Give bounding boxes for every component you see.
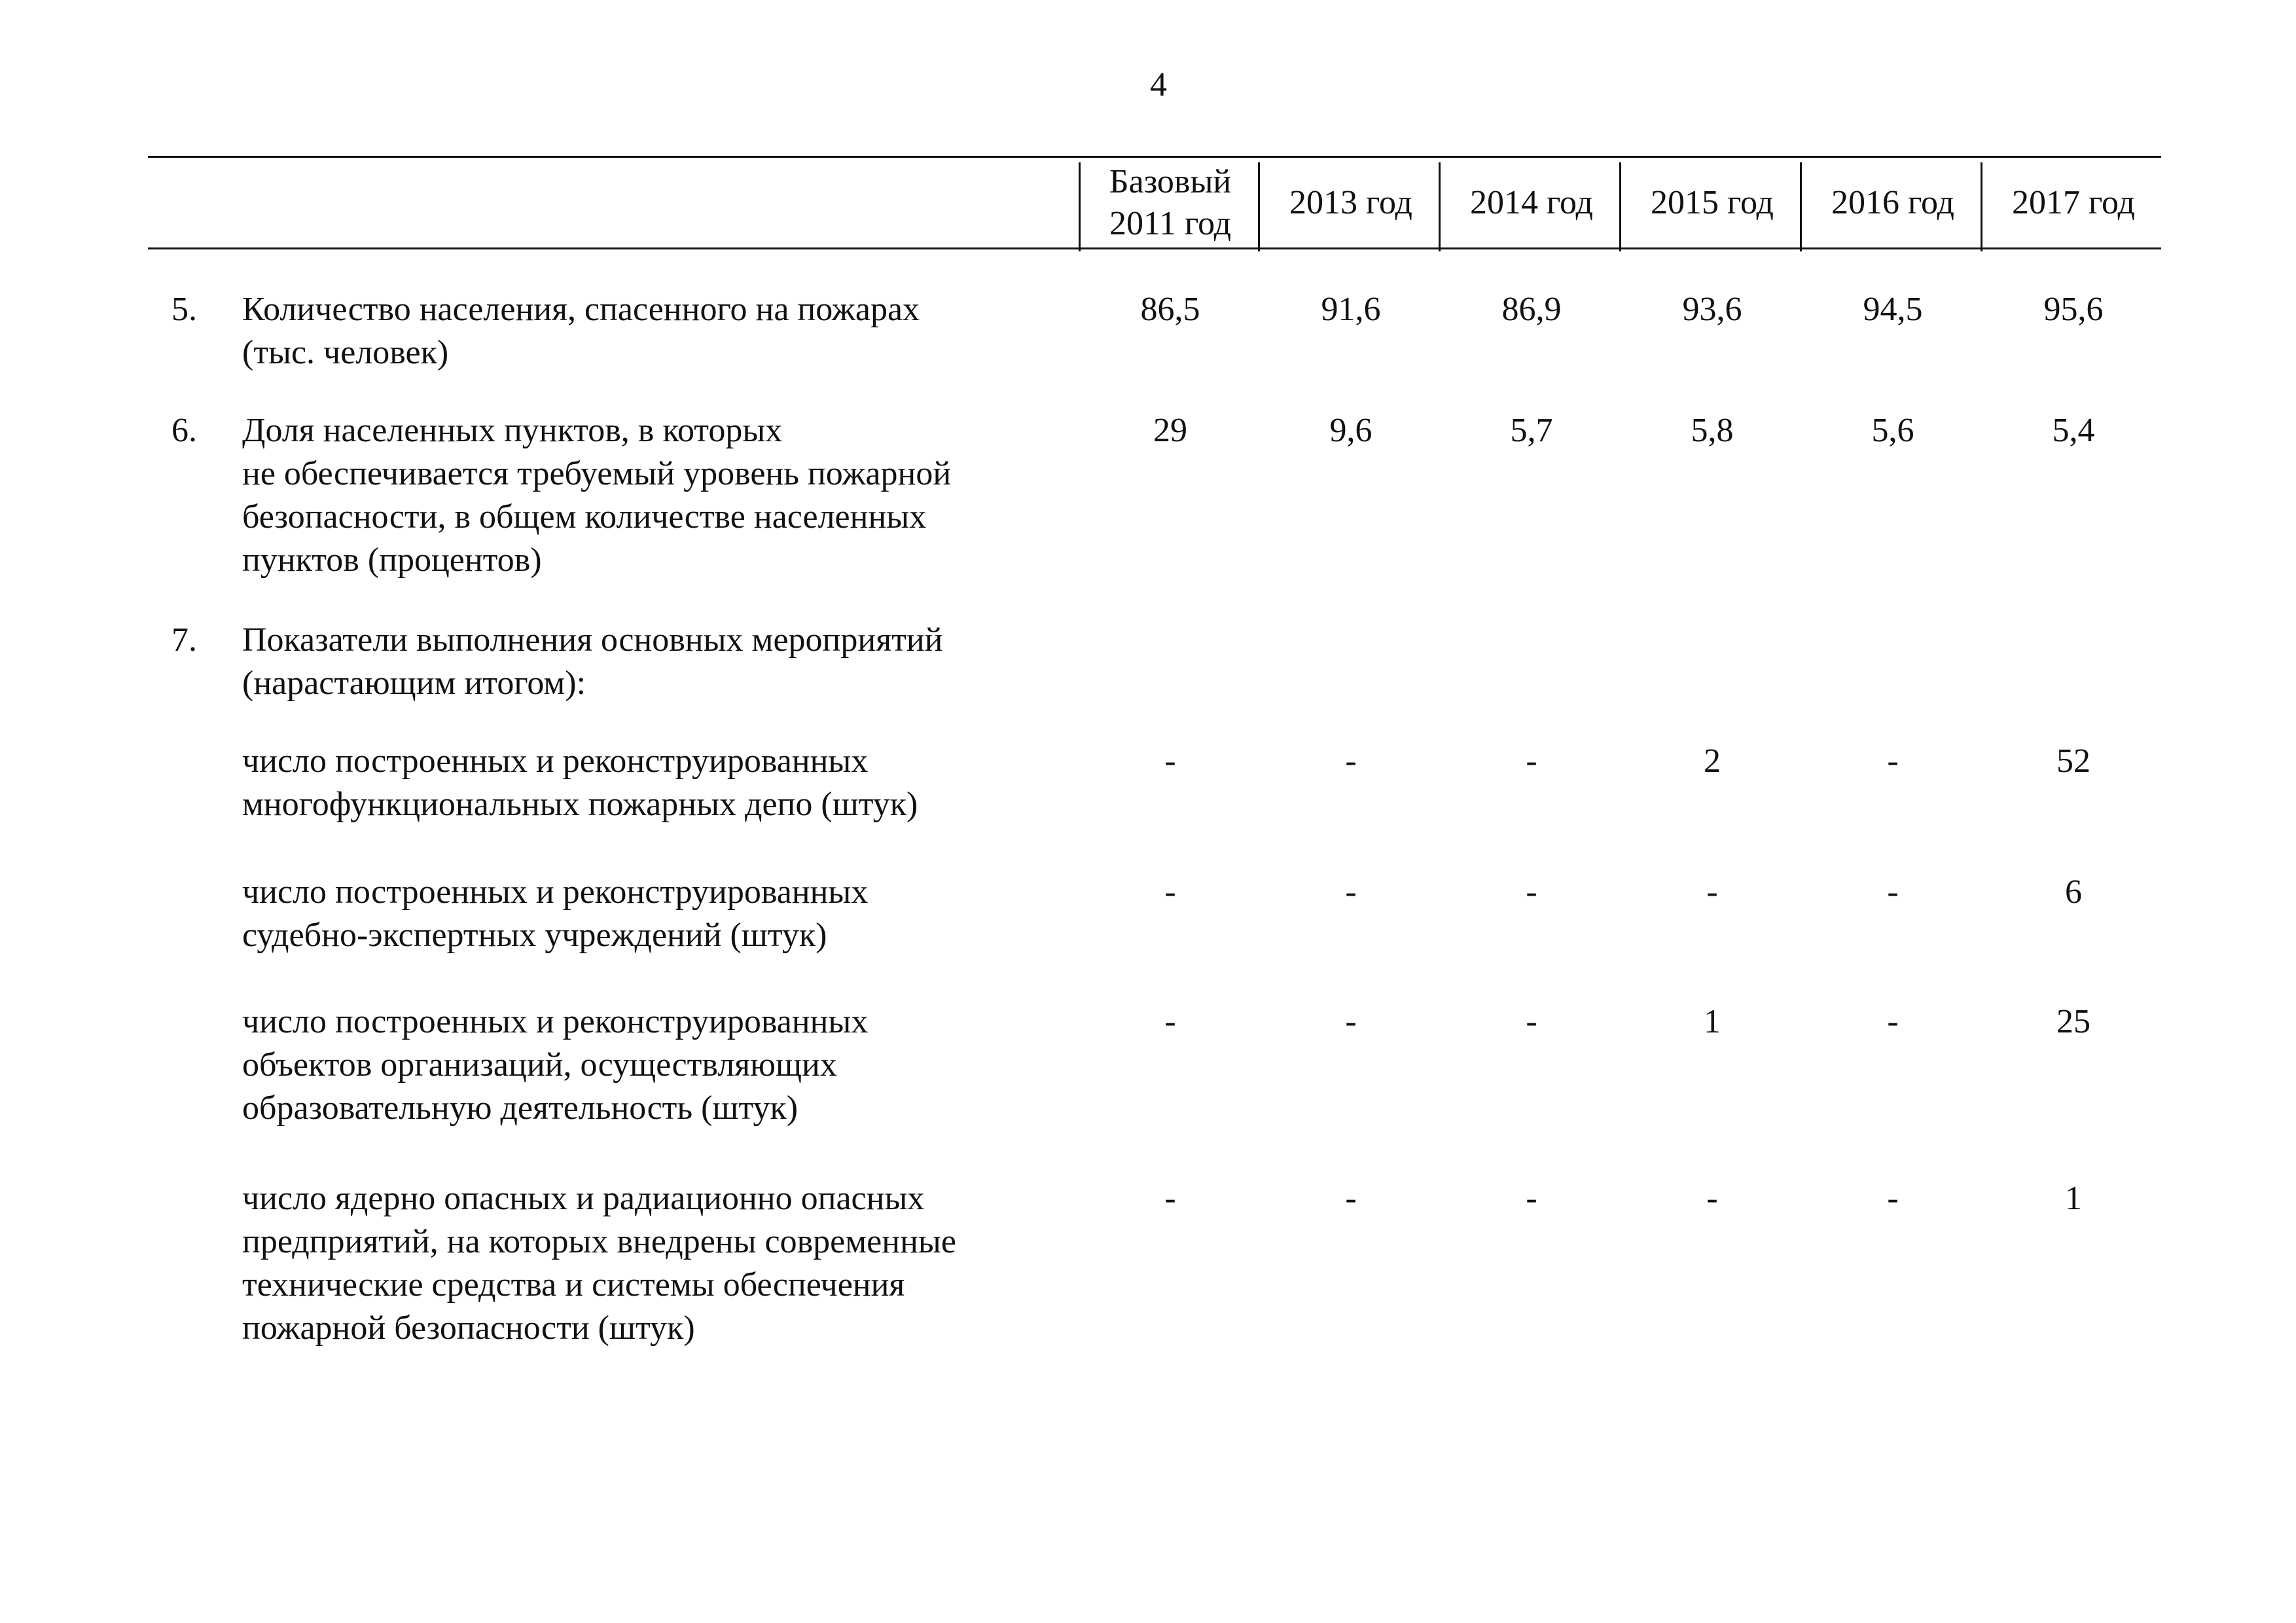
row-label-line: (тыс. человек) bbox=[242, 334, 449, 371]
table-cell-value: - bbox=[1706, 873, 1718, 911]
row-label-line: (нарастающим итогом): bbox=[242, 665, 586, 702]
table-cell-value: - bbox=[1164, 1003, 1176, 1040]
table-cell-value: - bbox=[1345, 1180, 1357, 1217]
row-label-line: число ядерно опасных и радиационно опасных bbox=[242, 1180, 925, 1217]
table-cell-value: 1 bbox=[2065, 1180, 2082, 1217]
row-label-line: Количество населения, спасенного на пожарах bbox=[242, 291, 920, 328]
row-label-line: объектов организаций, осуществляющих bbox=[242, 1046, 837, 1084]
row-label bbox=[242, 1177, 1067, 1350]
table-cell-value: 2 bbox=[1704, 742, 1721, 780]
column-header: Базовый 2011 год bbox=[1109, 163, 1232, 242]
row-label-line: Доля населенных пунктов, в которых bbox=[242, 412, 783, 449]
table-cell-value: 5,6 bbox=[1871, 412, 1914, 449]
table-cell-value: - bbox=[1887, 742, 1899, 780]
row-label-line: число построенных и реконструированных bbox=[242, 742, 869, 780]
row-label bbox=[242, 1000, 1067, 1130]
table-cell-value: - bbox=[1526, 873, 1537, 911]
table-cell-value: 29 bbox=[1153, 412, 1187, 449]
table-cell-value: 9,6 bbox=[1329, 412, 1372, 449]
table-cell-value: 52 bbox=[2056, 742, 2090, 780]
table-cell-value: - bbox=[1887, 1003, 1899, 1040]
column-header: 2014 год bbox=[1470, 184, 1593, 221]
column-header: 2015 год bbox=[1651, 184, 1774, 221]
row-label-line: предприятий, на которых внедрены современные bbox=[242, 1223, 956, 1260]
table-cell-value: 25 bbox=[2056, 1003, 2090, 1040]
row-label-line: число построенных и реконструированных bbox=[242, 1003, 869, 1040]
row-label-line: Показатели выполнения основных мероприятий bbox=[242, 621, 943, 659]
row-label-line: образовательную деятельность (штук) bbox=[242, 1089, 798, 1127]
table-cell-value: - bbox=[1345, 1003, 1357, 1040]
column-header: 2013 год bbox=[1289, 184, 1412, 221]
row-label-line: судебно-экспертных учреждений (штук) bbox=[242, 917, 827, 954]
table-cell-value: 94,5 bbox=[1863, 291, 1923, 328]
row-number: 6. bbox=[171, 412, 197, 449]
table-cell-value: 6 bbox=[2065, 873, 2082, 911]
table-cell-value: - bbox=[1164, 742, 1176, 780]
row-label-line: многофункциональных пожарных депо (штук) bbox=[242, 786, 918, 823]
table-cell-value: - bbox=[1526, 742, 1537, 780]
page-number: 4 bbox=[1150, 66, 1167, 103]
table-cell-value: 95,6 bbox=[2043, 291, 2104, 328]
row-label-line: технические средства и системы обеспечения bbox=[242, 1266, 905, 1304]
table-cell-value: 1 bbox=[1704, 1003, 1721, 1040]
table-cell-value: - bbox=[1164, 873, 1176, 911]
table-cell-value: 5,7 bbox=[1510, 412, 1553, 449]
table-cell-value: - bbox=[1345, 873, 1357, 911]
column-header: 2017 год bbox=[2012, 184, 2135, 221]
row-number: 7. bbox=[171, 621, 197, 659]
row-label-line: пунктов (процентов) bbox=[242, 541, 542, 579]
table-cell-value: - bbox=[1526, 1003, 1537, 1040]
table-cell-value: 5,8 bbox=[1691, 412, 1734, 449]
table-cell-value: - bbox=[1526, 1180, 1537, 1217]
row-label-line: безопасности, в общем количестве населенных bbox=[242, 498, 927, 536]
table-cell-value: 93,6 bbox=[1682, 291, 1742, 328]
row-label bbox=[242, 740, 1067, 826]
row-number: 5. bbox=[171, 291, 197, 328]
table-cell-value: 86,5 bbox=[1140, 291, 1200, 328]
table-cell-value: - bbox=[1706, 1180, 1718, 1217]
table-cell-value: - bbox=[1164, 1180, 1176, 1217]
table-cell-value: - bbox=[1887, 1180, 1899, 1217]
row-label-line: число построенных и реконструированных bbox=[242, 873, 869, 911]
row-label bbox=[242, 619, 1067, 705]
table-cell-value: 86,9 bbox=[1501, 291, 1562, 328]
table-cell-value: 5,4 bbox=[2052, 412, 2095, 449]
row-label bbox=[242, 871, 1067, 957]
table-cell-value: 91,6 bbox=[1321, 291, 1381, 328]
row-label-line: пожарной безопасности (штук) bbox=[242, 1309, 695, 1347]
table-cell-value: - bbox=[1887, 873, 1899, 911]
row-label bbox=[242, 288, 1067, 374]
column-header: 2016 год bbox=[1831, 184, 1954, 221]
row-label-line: не обеспечивается требуемый уровень пожарной bbox=[242, 455, 952, 492]
table-cell-value: - bbox=[1345, 742, 1357, 780]
row-label bbox=[242, 409, 1067, 582]
